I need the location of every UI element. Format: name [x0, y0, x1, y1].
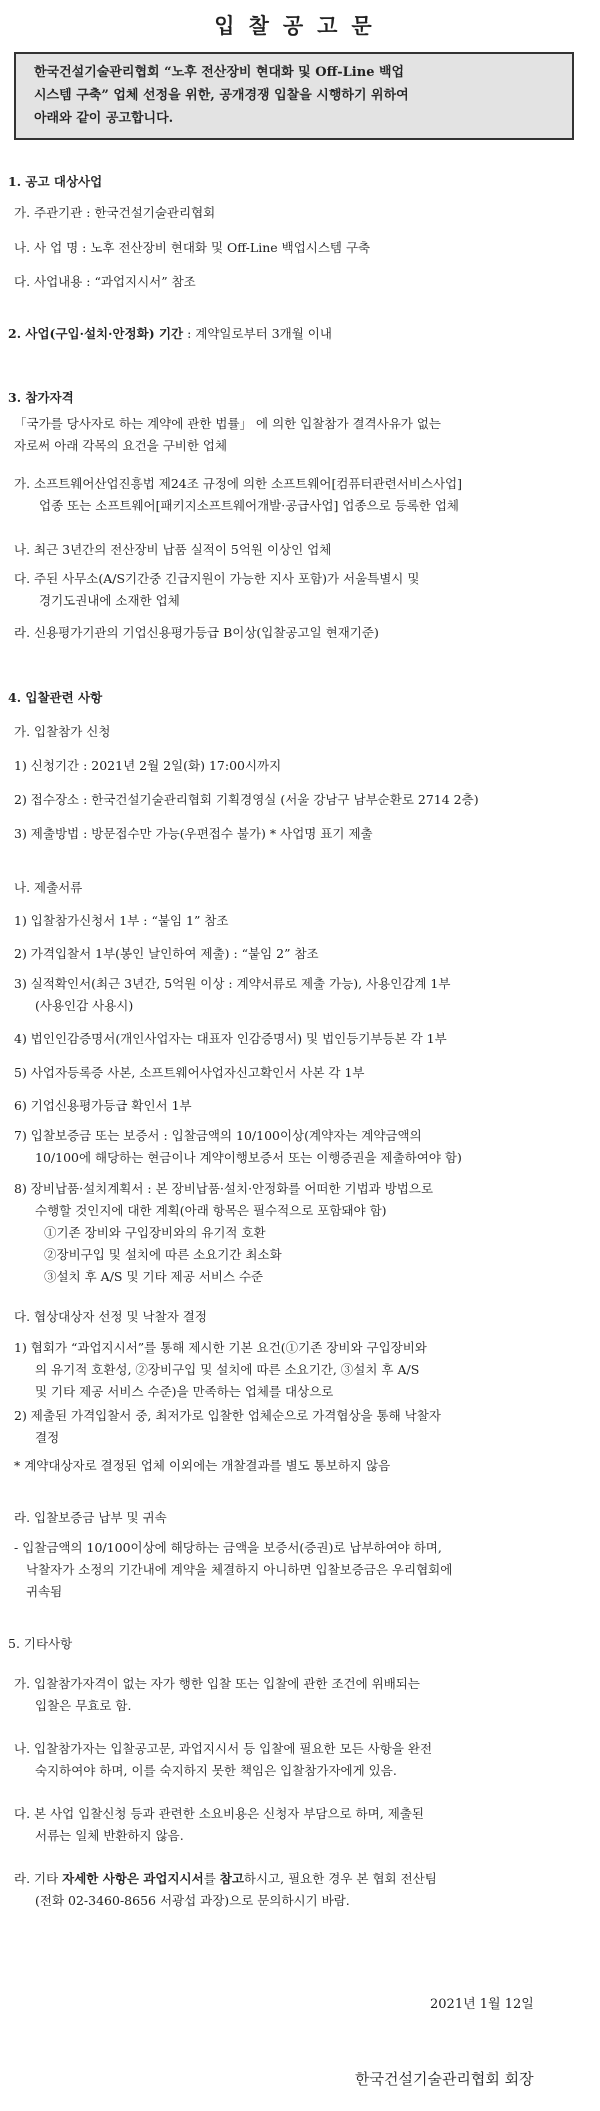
- s5-ga-line: 입찰은 무효로 함.: [35, 1698, 132, 1713]
- intro-box: [14, 52, 574, 140]
- s4-na-8-sub: ①기존 장비와 구입장비와의 유기적 호환: [44, 1225, 266, 1240]
- intro-line: 아래와 같이 공고합니다.: [34, 111, 174, 126]
- s5-na: [14, 1738, 432, 1782]
- s5-ra-bold: 자세한 사항은 과업지시서: [62, 1871, 204, 1886]
- s1-item-host: 가. 주관기관 : 한국건설기술관리협회: [14, 205, 216, 220]
- s4-na-5: 5) 사업자등록증 사본, 소프트웨어사업자신고확인서 사본 각 1부: [14, 1065, 365, 1080]
- s4-na-4: 4) 법인인감증명서(개인사업자는 대표자 인감증명서) 및 법인등기부등본 각 1부: [14, 1031, 447, 1046]
- page-title: 입찰공고문: [214, 13, 386, 38]
- s4-da-1-line: 1) 협회가 “과업지시서”를 통해 제시한 기본 요건(①기존 장비와 구입장비와: [14, 1340, 427, 1355]
- section-4-heading: 4. 입찰관련 사항: [8, 690, 103, 705]
- s4-na-7-line: 10/100에 해당하는 현금이나 계약이행보증서 또는 이행증권을 제출하여야 함): [35, 1150, 462, 1165]
- s4-ga-3: 3) 제출방법 : 방문접수만 가능(우편접수 불가) * 사업명 표기 제출: [14, 826, 373, 841]
- s4-na-2: 2) 가격입찰서 1부(봉인 날인하여 제출) : “붙임 2” 참조: [14, 946, 319, 961]
- section-1-heading: 1. 공고 대상사업: [8, 174, 103, 189]
- s4-ra-text: [14, 1537, 452, 1603]
- section-5-heading: 5. 기타사항: [8, 1636, 73, 1651]
- intro-line: 한국건설기술관리협회 “노후 전산장비 현대화 및 Off-Line 백업: [34, 65, 405, 80]
- s4-da-2: [14, 1405, 441, 1449]
- s5-na-line: 나. 입찰참가자는 입찰공고문, 과업지시서 등 입찰에 필요한 모든 사항을 완전: [14, 1741, 433, 1756]
- s4-na-6: 6) 기업신용평가등급 확인서 1부: [14, 1098, 192, 1113]
- s3-da-line: 경기도권내에 소재한 업체: [39, 593, 180, 608]
- section-3-heading: 3. 참가자격: [8, 390, 74, 405]
- s3-ga-line: 가. 소프트웨어산업진흥법 제24조 규정에 의한 소프트웨어[컴퓨터관련서비스사업]: [14, 476, 462, 491]
- s5-ra-bold: 참고: [219, 1871, 244, 1886]
- s4-na-1: 1) 입찰참가신청서 1부 : “붙임 1” 참조: [14, 913, 229, 928]
- s5-da-line: 서류는 일체 반환하지 않음.: [35, 1828, 184, 1843]
- s3-intro-line: 자로써 아래 각목의 요건을 구비한 업체: [14, 438, 228, 453]
- s5-ra-line: (전화 02-3460-8656 서광섭 과장)으로 문의하시기 바람.: [35, 1893, 350, 1908]
- s3-item-da: [14, 568, 419, 612]
- s4-na-7-line: 7) 입찰보증금 또는 보증서 : 입찰금액의 10/100이상(계약자는 계약금액의: [14, 1128, 422, 1143]
- s1-item-content: 다. 사업내용 : “과업지시서” 참조: [14, 274, 196, 289]
- s4-ra-line: 낙찰자가 소정의 기간내에 계약을 체결하지 아니하면 입찰보증금은 우리협회에: [26, 1562, 453, 1577]
- s3-da-line: 다. 주된 사무소(A/S기간중 긴급지원이 가능한 지사 포함)가 서울특별시 및: [14, 571, 420, 586]
- s4-da-title: 다. 협상대상자 선정 및 낙찰자 결정: [14, 1309, 207, 1324]
- s5-ra-mid: 를: [203, 1871, 220, 1886]
- s5-ra-post: 하시고, 필요한 경우 본 협회 전산팀: [243, 1871, 437, 1886]
- s4-ra-title: 라. 입찰보증금 납부 및 귀속: [14, 1510, 167, 1525]
- intro-line: 시스템 구축” 업체 선정을 위한, 공개경쟁 입찰을 시행하기 위하여: [34, 88, 409, 103]
- s5-ra-pre: 라. 기타: [14, 1871, 63, 1886]
- s3-item-ra: 라. 신용평가기관의 기업신용평가등급 B이상(입찰공고일 현재기준): [14, 625, 379, 640]
- s3-ga-line: 업종 또는 소프트웨어[패키지소프트웨어개발·공급사업] 업종으로 등록한 업체: [39, 498, 459, 513]
- notice-date: 2021년 1월 12일: [430, 1997, 534, 2012]
- s4-ga-1: 1) 신청기간 : 2021년 2월 2일(화) 17:00시까지: [14, 758, 282, 773]
- s5-ra-line: [14, 1868, 437, 1890]
- section-2-value: : 계약일로부터 3개월 이내: [183, 326, 332, 341]
- s4-na-title: 나. 제출서류: [14, 880, 83, 895]
- s4-na-3-line: 3) 실적확인서(최근 3년간, 5억원 이상 : 계약서류로 제출 가능), 사용인감계 1부: [14, 976, 451, 991]
- s4-na-3-line: (사용인감 사용시): [35, 998, 134, 1013]
- s1-item-name: 나. 사 업 명 : 노후 전산장비 현대화 및 Off-Line 백업시스템 구축: [14, 240, 371, 255]
- s4-ra-line: 귀속됨: [26, 1584, 63, 1599]
- s5-da-line: 다. 본 사업 입찰신청 등과 관련한 소요비용은 신청자 부담으로 하며, 제출된: [14, 1806, 424, 1821]
- s4-na-8-line: 수행할 것인지에 대한 계획(아래 항목은 필수적으로 포함돼야 함): [35, 1203, 387, 1218]
- s5-ra: [14, 1868, 437, 1912]
- s4-da-2-line: 2) 제출된 가격입찰서 중, 최저가로 입찰한 업체순으로 가격협상을 통해 낙찰자: [14, 1408, 441, 1423]
- signature: 한국건설기술관리협회 회장: [355, 2070, 534, 2088]
- s5-na-line: 숙지하여야 하며, 이를 숙지하지 못한 책임은 입찰참가자에게 있음.: [35, 1763, 397, 1778]
- s3-intro-line: 「국가를 당사자로 하는 계약에 관한 법률」 에 의한 입찰참가 결격사유가 없는: [14, 416, 441, 431]
- s4-da-1-line: 및 기타 제공 서비스 수준)을 만족하는 업체를 대상으로: [35, 1384, 334, 1399]
- s4-ra-line: - 입찰금액의 10/100이상에 해당하는 금액을 보증서(증권)로 납부하여야 하며,: [14, 1540, 442, 1555]
- s4-ga-2: 2) 접수장소 : 한국건설기술관리협회 기획경영실 (서울 강남구 남부순환로 2714 2층): [14, 792, 479, 807]
- s4-na-8-sub: ②장비구입 및 설치에 따른 소요기간 최소화: [44, 1247, 282, 1262]
- s5-ga-line: 가. 입찰참가자격이 없는 자가 행한 입찰 또는 입찰에 관한 조건에 위배되는: [14, 1676, 420, 1691]
- s3-item-ga: [14, 473, 462, 517]
- s4-na-8-line: 8) 장비납품·설치계획서 : 본 장비납품·설치·안정화를 어떠한 기법과 방법으로: [14, 1181, 434, 1196]
- s5-ga: [14, 1673, 420, 1717]
- s4-da-1: [14, 1337, 427, 1403]
- s4-na-8: [14, 1178, 433, 1288]
- s4-da-note: * 계약대상자로 결정된 업체 이외에는 개찰결과를 별도 통보하지 않음: [14, 1458, 391, 1473]
- section-2: [8, 324, 332, 344]
- s3-item-na: 나. 최근 3년간의 전산장비 납품 실적이 5억원 이상인 업체: [14, 542, 332, 557]
- s4-na-3: [14, 973, 450, 1017]
- s4-da-2-line: 결정: [35, 1430, 60, 1445]
- s4-da-1-line: 의 유기적 호환성, ②장비구입 및 설치에 따른 소요기간, ③설치 후 A/S: [35, 1362, 420, 1377]
- s5-da: [14, 1803, 424, 1847]
- s3-intro: [14, 413, 441, 457]
- section-2-heading: 2. 사업(구입·설치·안정화) 기간: [8, 326, 184, 341]
- s4-na-8-sub: ③설치 후 A/S 및 기타 제공 서비스 수준: [44, 1269, 264, 1284]
- s4-na-7: [14, 1125, 462, 1169]
- s4-ga-title: 가. 입찰참가 신청: [14, 724, 111, 739]
